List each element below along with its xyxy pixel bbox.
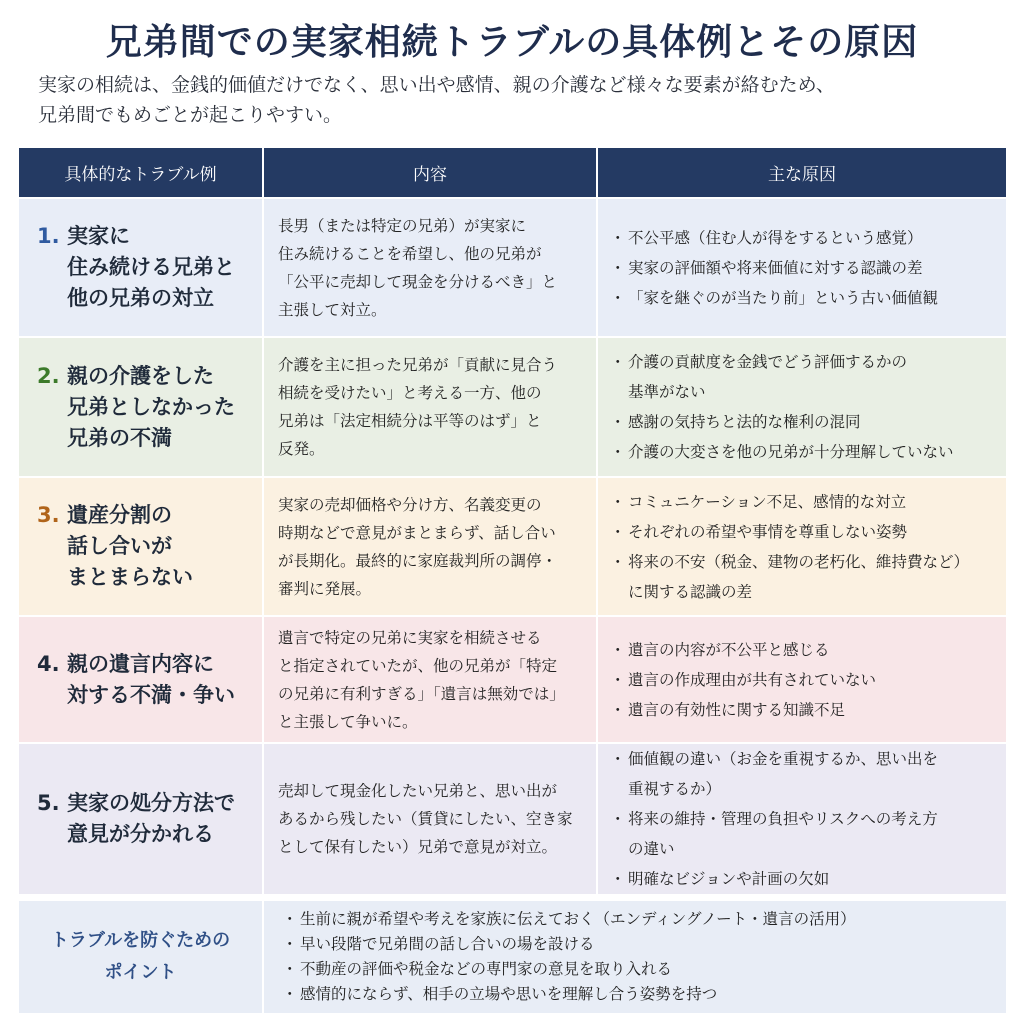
content-line: 「公平に売却して現金を分けるべき」と [278,272,558,291]
causes-cell [598,197,1006,336]
tips-item: ・ 生前に親が希望や考えを家族に伝えておく（エンディングノート・遺言の活用） [286,907,856,932]
cause-item: ・ コミュニケーション不足、感情的な対立 [614,487,996,517]
case-text [67,649,235,711]
case-text-line: 対する不満・争い [67,682,235,707]
tips-list [264,907,856,1007]
case-title [19,649,262,711]
table-row [19,615,1006,742]
content-line: として保有したい）兄弟で意見が対立。 [278,838,558,856]
content-text [264,624,596,736]
content-line: 主張して対立。 [278,300,387,319]
cause-item: ・ 遺言の有効性に関する知識不足 [614,695,996,725]
causes-list [598,744,1006,894]
causes-list [598,635,1006,725]
case-text-line: 親の介護をした [67,363,214,388]
case-text-line: 遺産分割の [67,503,172,527]
cause-item: ・ 将来の不安（税金、建物の老朽化、維持費など） に関する認識の差 [614,547,996,607]
causes-list [598,487,1006,607]
table-row [19,476,1006,615]
intro-text [38,70,998,130]
table-row [19,742,1006,894]
header-content: 内容 [264,148,598,197]
content-cell [264,336,598,476]
header-causes: 主な原因 [598,148,1006,197]
cause-item: ・ 介護の大変さを他の兄弟が十分理解していない [614,437,996,467]
case-text-line: 兄弟としなかった [67,394,235,419]
cause-item: ・ 遺言の作成理由が共有されていない [614,665,996,695]
cause-item: ・ 感謝の気持ちと法的な権利の混同 [614,407,996,437]
table-row [19,336,1006,476]
cause-item: ・ 「家を継ぐのが当たり前」という古い価値観 [614,283,996,313]
intro-line: 兄弟間でもめごとが起こりやすい。 [38,104,343,126]
tips-item: ・ 感情的にならず、相手の立場や思いを理解し合う姿勢を持つ [286,982,856,1007]
content-line: 相続を受けたい」と考える一方、他の [278,384,542,402]
content-line: 介護を主に担った兄弟が「貢献に見合う [278,356,558,374]
cause-item: ・ 将来の維持・管理の負担やリスクへの考え方 の違い [614,804,996,864]
case-text [67,361,235,454]
content-cell [264,615,598,742]
case-text-line: 意見が分かれる [67,822,214,846]
case-number: 5. [37,791,60,815]
case-number: 2. [37,363,60,388]
causes-cell [598,336,1006,476]
content-line: 遺言で特定の兄弟に実家を相続させる [278,628,542,647]
case-title [19,788,262,850]
content-line: と主張して争いに。 [278,712,418,731]
case-title [19,361,262,454]
case-cell [19,336,264,476]
cause-item: ・ それぞれの希望や事情を尊重しない姿勢 [614,517,996,547]
case-number: 1. [37,224,60,248]
case-text [67,788,235,850]
case-text-line: 実家の処分方法で [67,791,235,815]
content-text [264,491,596,603]
content-cell [264,742,598,894]
causes-list [598,347,1006,467]
content-line: の兄弟に有利すぎる」「遺言は無効では」 [278,684,565,703]
case-cell [19,742,264,894]
prevention-tips [19,901,1006,1013]
case-text [67,500,193,593]
table-header-row [19,148,1006,197]
case-number: 4. [37,651,60,676]
case-text-line: 実家に [67,224,130,248]
case-text-line: 話し合いが [67,534,172,558]
case-number: 3. [37,503,60,527]
content-line: と指定されていたが、他の兄弟が「特定 [278,656,558,675]
header-cases: 具体的なトラブル例 [19,148,264,197]
content-cell [264,197,598,336]
content-line: 兄弟は「法定相続分は平等のはず」と [278,412,542,430]
case-title [19,500,262,593]
content-text [264,351,596,463]
tips-label-line: トラブルを防ぐための [50,930,231,951]
content-line: 審判に発展。 [278,579,372,598]
case-text-line: まとまらない [67,565,193,589]
cause-item: ・ 明確なビジョンや計画の欠如 [614,864,996,894]
content-line: 時期などで意見がまとまらず、話し合い [278,523,556,542]
case-cell [19,197,264,336]
case-text [67,221,235,314]
tips-label-line: ポイント [104,962,177,983]
causes-cell [598,476,1006,615]
table-row [19,197,1006,336]
case-text-line: 住み続ける兄弟と [67,255,235,279]
trouble-table [19,148,1006,894]
content-line: 住み続けることを希望し、他の兄弟が [278,244,542,263]
case-text-line: 親の遺言内容に [67,651,214,676]
case-text-line: 兄弟の不満 [67,425,172,450]
content-line: 売却して現金化したい兄弟と、思い出が [278,782,558,800]
content-cell [264,476,598,615]
case-cell [19,615,264,742]
cause-item: ・ 遺言の内容が不公平と感じる [614,635,996,665]
tips-label [19,901,264,1013]
intro-line: 実家の相続は、金銭的価値だけでなく、思い出や感情、親の介護など様々な要素が絡むため、 [38,74,835,96]
content-line: 長男（または特定の兄弟）が実家に [278,216,527,235]
tips-item: ・ 早い段階で兄弟間の話し合いの場を設ける [286,932,856,957]
case-title [19,221,262,314]
case-text-line: 他の兄弟の対立 [67,286,214,310]
content-line: 実家の売却価格や分け方、名義変更の [278,495,542,514]
causes-list [598,223,1006,313]
page-title: 兄弟間での実家相続トラブルの具体例とその原因 [105,22,919,63]
cause-item: ・ 実家の評価額や将来価値に対する認識の差 [614,253,996,283]
cause-item: ・ 不公平感（住む人が得をするという感覚） [614,223,996,253]
content-line: あるから残したい（賃貸にしたい、空き家 [278,810,573,828]
content-line: が長期化。最終的に家庭裁判所の調停・ [278,551,558,570]
cause-item: ・ 価値観の違い（お金を重視するか、思い出を 重視するか） [614,744,996,804]
content-text [264,212,596,324]
cause-item: ・ 介護の貢献度を金銭でどう評価するかの 基準がない [614,347,996,407]
content-line: 反発。 [278,440,325,458]
causes-cell [598,615,1006,742]
tips-item: ・ 不動産の評価や税金などの専門家の意見を取り入れる [286,957,856,982]
case-cell [19,476,264,615]
causes-cell [598,742,1006,894]
content-text [264,777,596,861]
